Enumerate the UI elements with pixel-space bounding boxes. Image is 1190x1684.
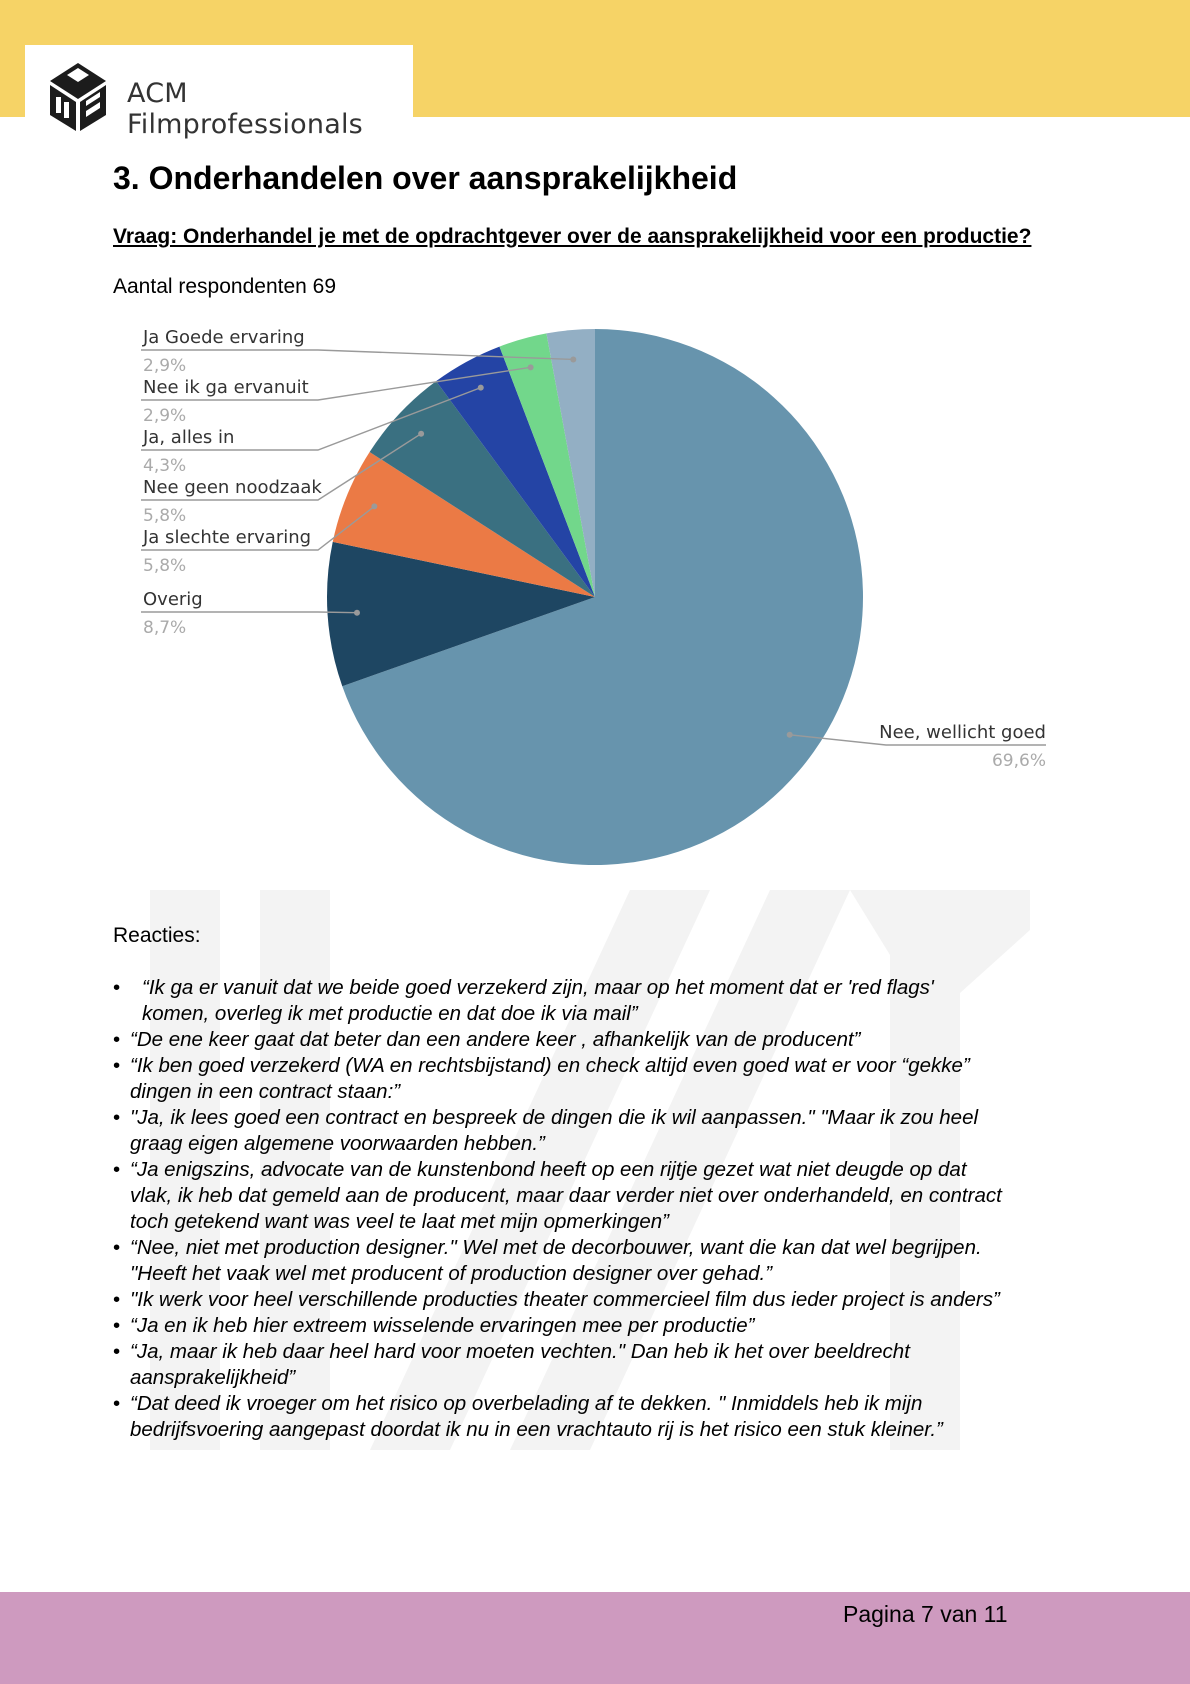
reaction-item (113, 1391, 1113, 1443)
slice-label-2: Ja slechte ervaring (143, 527, 312, 548)
bullet-icon: • (113, 1106, 121, 1129)
reaction-line: “De ene keer gaat dat beter dan een andere keer , afhankelijk van de producent” (130, 1028, 861, 1051)
reaction-text (130, 1106, 978, 1155)
reaction-line: “Ja, maar ik heb daar heel hard voor moeten vechten." Dan heb ik het over beeldrecht (130, 1340, 910, 1363)
reaction-text (130, 1236, 982, 1285)
reaction-line: “Ik ben goed verzekerd (WA en rechtsbijstand) en check altijd even goed wat er voor “gekke” (130, 1054, 970, 1077)
slice-label-5: Nee ik ga ervanuit (143, 377, 309, 398)
reaction-item (113, 1313, 1113, 1339)
slice-value-2: 5,8% (143, 556, 187, 576)
footer-band (0, 1592, 1190, 1684)
reaction-item (113, 1235, 1113, 1287)
slice-label-3: Nee geen noodzaak (143, 477, 322, 498)
bullet-icon: • (113, 1314, 121, 1337)
reaction-text (130, 1392, 943, 1441)
survey-question: Vraag: Onderhandel je met de opdrachtgever over de aansprakelijkheid voor een productie? (113, 225, 1032, 248)
bullet-icon: • (113, 1288, 121, 1311)
bullet-icon: • (113, 1028, 121, 1051)
reaction-text (130, 1340, 910, 1389)
slice-value-6: 2,9% (143, 356, 187, 376)
reaction-item (113, 1157, 1113, 1235)
bullet-icon: • (113, 1340, 121, 1363)
reaction-line: bedrijfsvoering aangepast doordat ik nu in een vrachtauto rij is het risico een stuk kleiner.” (130, 1418, 943, 1441)
callout-dot-1 (354, 610, 360, 616)
slice-label-4: Ja, alles in (143, 427, 235, 448)
reaction-text (130, 975, 934, 1027)
reaction-text (130, 1158, 1002, 1233)
reaction-item (113, 1287, 1113, 1313)
reaction-item (113, 1053, 1113, 1105)
reaction-item (113, 1105, 1113, 1157)
bullet-icon: • (113, 1392, 121, 1415)
reaction-line: komen, overleg ik met productie en dat doe ik via mail” (142, 1002, 638, 1025)
reaction-line: "Ja, ik lees goed een contract en bespreek de dingen die ik wil aanpassen." "Maar ik zou heel (130, 1106, 979, 1129)
reactions-list (113, 975, 1113, 1443)
callout-line-1 (141, 612, 357, 613)
reaction-line: “Ja enigszins, advocate van de kunstenbond heeft op een rijtje gezet wat niet deugde op dat (130, 1158, 967, 1181)
slice-value-3: 5,8% (143, 506, 187, 526)
logo-box (25, 45, 413, 142)
brand-name: ACM Filmprofessionals (127, 78, 363, 140)
reaction-line: “Ik ga er vanuit dat we beide goed verzekerd zijn, maar op het moment dat er 'red flags' (142, 976, 934, 999)
reaction-text (130, 1054, 970, 1103)
slice-value-5: 2,9% (143, 406, 187, 426)
reaction-line: toch getekend want was veel te laat met mijn opmerkingen” (130, 1210, 669, 1233)
callout-dot-5 (528, 364, 534, 370)
reaction-item (113, 1339, 1113, 1391)
acm-logo-icon (40, 57, 116, 133)
reactions-title: Reacties: (113, 924, 201, 947)
reaction-line: graag eigen algemene voorwaarden hebben.” (130, 1132, 545, 1155)
reaction-line: “Dat deed ik vroeger om het risico op overbelading af te dekken. " Inmiddels heb ik mijn (130, 1392, 923, 1415)
callout-dot-0 (787, 732, 793, 738)
reaction-item (113, 1027, 1113, 1053)
bullet-icon: • (113, 1158, 121, 1181)
reaction-line: vlak, ik heb dat gemeld aan de producent, maar daar verder niet over onderhandeld, en contract (130, 1184, 1002, 1207)
reaction-line: dingen in een contract staan:” (130, 1080, 401, 1103)
slice-value-1: 8,7% (143, 618, 187, 638)
reaction-line: “Nee, niet met production designer." Wel met de decorbouwer, want die kan dat wel begrijpen. (130, 1236, 982, 1259)
reaction-text (130, 1288, 1000, 1311)
callout-dot-3 (418, 431, 424, 437)
reaction-line: "Ik werk voor heel verschillende producties theater commercieel film dus ieder project is anders” (130, 1288, 1000, 1311)
bullet-icon: • (113, 1236, 121, 1259)
slice-label-1: Overig (143, 589, 203, 610)
reaction-line: aansprakelijkheid” (130, 1366, 296, 1389)
callout-dot-2 (371, 503, 377, 509)
bullet-icon: • (113, 976, 121, 999)
reaction-text (130, 1028, 861, 1051)
reaction-line: “Ja en ik heb hier extreem wisselende ervaringen mee per productie” (130, 1314, 755, 1337)
reaction-item (113, 975, 1113, 1027)
bullet-icon: • (113, 1054, 121, 1077)
respondent-count: Aantal respondenten 69 (113, 275, 337, 298)
page-number: Pagina 7 van 11 (843, 1601, 1008, 1627)
slice-value-4: 4,3% (143, 456, 187, 476)
reaction-line: "Heeft het vaak wel met producent of production designer over gehad.” (130, 1262, 773, 1285)
callout-dot-4 (478, 385, 484, 391)
pie-chart (120, 310, 1080, 880)
slice-label-6: Ja Goede ervaring (143, 327, 305, 348)
reaction-text (130, 1314, 754, 1337)
slice-value-0: 69,6% (991, 751, 1046, 771)
slice-label-0: Nee, wellicht goed (879, 722, 1046, 743)
callout-dot-6 (570, 356, 576, 362)
section-title: 3. Onderhandelen over aansprakelijkheid (113, 160, 738, 196)
